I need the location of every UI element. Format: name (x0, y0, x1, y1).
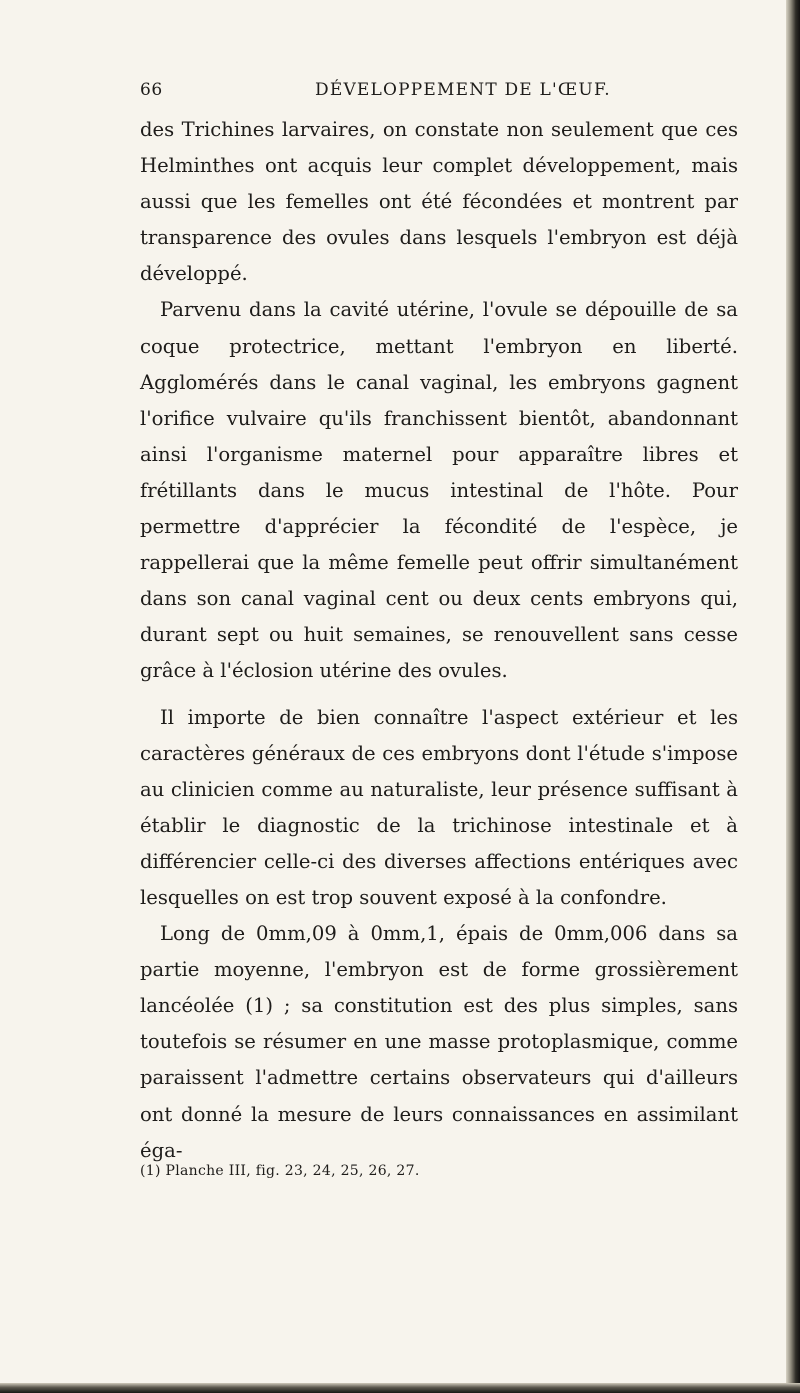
paragraph-uterine-cavity: Parvenu dans la cavité utérine, l'ovule se dépouille de sa coque protectrice, mettant l'embryon en liberté. Agglomérés dans le canal vaginal, les embryons gagnent l'orifice vulvaire qu'ils franchissent bientôt, abandonnant ainsi l'organisme maternel pour apparaître libres et frétillants dans le mucus intestinal de l'hôte. Pour permettre d'apprécier la fécondité de l'espèce, je rappellerai que la même femelle peut offrir simultanément dans son canal vaginal cent ou deux cents embryons qui, durant sept ou huit semaines, se renouvellent sans cesse grâce à l'éclosion utérine des ovules. (140, 298, 738, 683)
running-head-title: DÉVELOPPEMENT DE L'ŒUF. (315, 80, 611, 100)
body-text (140, 112, 738, 1169)
paragraph-embryo-importance: Il importe de bien connaître l'aspect extérieur et les caractères généraux de ces embryons dont l'étude s'impose au clinicien comme au naturaliste, leur présence suffisant à établir le diagnostic de la trichinose intestinale et à différencier celle-ci des diverses affections entériques avec lesquelles on est trop souvent exposé à la confondre. (140, 705, 738, 909)
paragraph-continuation: des Trichines larvaires, on constate non seulement que ces Helminthes ont acquis leur complet développement, mais aussi que les femelles ont été fécondées et montrent par transparence des ovules dans lesquels l'embryon est déjà développé. (140, 118, 738, 286)
footnote: (1) Planche III, fig. 23, 24, 25, 26, 27. (140, 1163, 420, 1179)
running-header (140, 80, 740, 106)
page-edge-shadow-bottom (0, 1383, 800, 1393)
paragraph-embryo-dimensions: Long de 0mm,09 à 0mm,1, épais de 0mm,006 dans sa partie moyenne, l'embryon est de forme grossièrement lancéolée (1) ; sa constitution est des plus simples, sans toutefois se résumer en une masse protoplasmique, comme paraissent l'admettre certains observateurs qui d'ailleurs ont donné la mesure de leurs connaissances en assimilant éga- (140, 922, 738, 1162)
page-edge-shadow-right (786, 0, 800, 1393)
page-number: 66 (140, 80, 163, 100)
